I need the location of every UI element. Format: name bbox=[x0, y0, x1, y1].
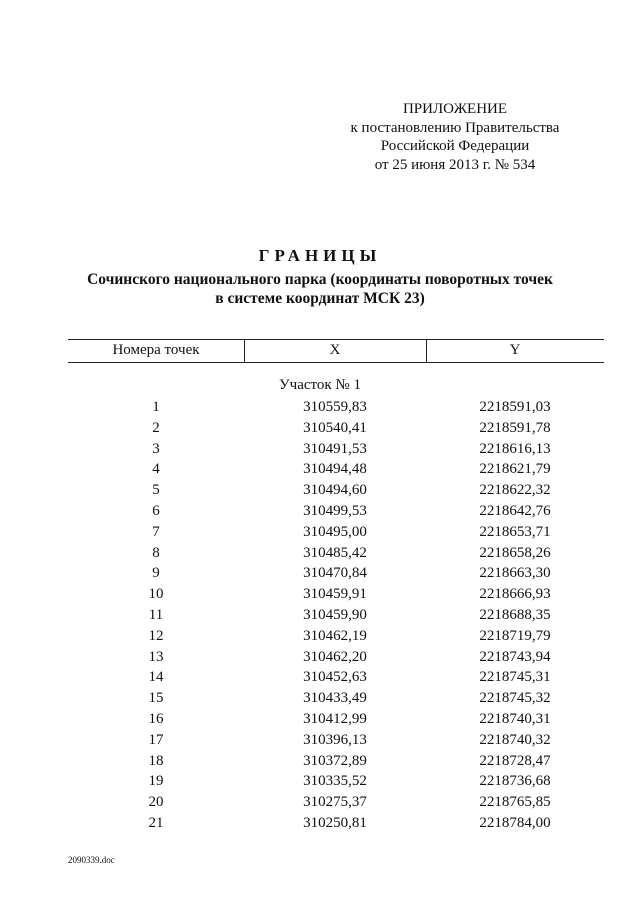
y-coordinate-cell: 2218719,79 bbox=[479, 627, 551, 644]
x-coordinate-cell: 310412,99 bbox=[303, 710, 367, 727]
y-coordinate-cell: 2218642,76 bbox=[479, 502, 551, 519]
y-coordinate-cell: 2218591,03 bbox=[479, 399, 551, 415]
table-row bbox=[68, 461, 604, 482]
table-row bbox=[68, 565, 604, 586]
y-coordinate-cell: 2218745,31 bbox=[479, 669, 551, 686]
x-coordinate-cell: 310495,00 bbox=[303, 523, 367, 540]
document-subtitle bbox=[0, 270, 640, 308]
x-coordinate-cell: 310335,52 bbox=[303, 773, 367, 790]
table-row bbox=[68, 628, 604, 649]
coordinate-rows bbox=[68, 399, 604, 836]
table-top-rule bbox=[68, 339, 604, 340]
point-number-cell: 5 bbox=[152, 482, 160, 499]
table-row bbox=[68, 524, 604, 545]
table-row bbox=[68, 399, 604, 420]
appendix-block bbox=[300, 100, 610, 174]
x-coordinate-cell: 310559,83 bbox=[303, 399, 367, 415]
point-number-cell: 1 bbox=[152, 399, 160, 415]
table-row bbox=[68, 482, 604, 503]
x-coordinate-cell: 310250,81 bbox=[303, 814, 367, 831]
appendix-authority: Российской Федерации bbox=[380, 138, 530, 154]
point-number-cell: 12 bbox=[148, 627, 164, 644]
table-row bbox=[68, 441, 604, 462]
x-coordinate-cell: 310485,42 bbox=[303, 544, 367, 561]
point-number-cell: 18 bbox=[148, 752, 164, 769]
y-coordinate-cell: 2218658,26 bbox=[479, 544, 551, 561]
x-coordinate-cell: 310491,53 bbox=[303, 440, 367, 457]
y-coordinate-cell: 2218688,35 bbox=[479, 606, 551, 623]
x-coordinate-cell: 310459,91 bbox=[303, 586, 367, 603]
header-y: Y bbox=[509, 342, 521, 358]
y-coordinate-cell: 2218784,00 bbox=[479, 814, 551, 831]
table-row bbox=[68, 649, 604, 670]
point-number-cell: 8 bbox=[152, 544, 160, 561]
y-coordinate-cell: 2218621,79 bbox=[479, 461, 551, 478]
x-coordinate-cell: 310462,19 bbox=[303, 627, 367, 644]
point-number-cell: 4 bbox=[152, 461, 160, 478]
subtitle-line-1: Сочинского национального парка (координаты поворотных точек bbox=[87, 271, 553, 288]
x-coordinate-cell: 310540,41 bbox=[303, 419, 367, 436]
point-number-cell: 9 bbox=[152, 565, 160, 582]
y-coordinate-cell: 2218765,85 bbox=[479, 794, 551, 811]
y-coordinate-cell: 2218728,47 bbox=[479, 752, 551, 769]
point-number-cell: 19 bbox=[148, 773, 164, 790]
subtitle-line-2: в системе координат МСК 23) bbox=[215, 290, 425, 307]
point-number-cell: 3 bbox=[152, 440, 160, 457]
point-number-cell: 20 bbox=[148, 794, 164, 811]
section-label: Участок № 1 bbox=[279, 377, 361, 393]
y-coordinate-cell: 2218740,32 bbox=[479, 731, 551, 748]
y-coordinate-cell: 2218740,31 bbox=[479, 710, 551, 727]
x-coordinate-cell: 310372,89 bbox=[303, 752, 367, 769]
point-number-cell: 14 bbox=[148, 669, 164, 686]
x-coordinate-cell: 310462,20 bbox=[303, 648, 367, 665]
y-coordinate-cell: 2218622,32 bbox=[479, 482, 551, 499]
x-coordinate-cell: 310275,37 bbox=[303, 794, 367, 811]
file-reference: 2090339.doc bbox=[68, 855, 115, 865]
x-coordinate-cell: 310470,84 bbox=[303, 565, 367, 582]
x-coordinate-cell: 310459,90 bbox=[303, 606, 367, 623]
document-title: ГРАНИЦЫ bbox=[258, 246, 382, 265]
y-coordinate-cell: 2218616,13 bbox=[479, 440, 551, 457]
table-row bbox=[68, 545, 604, 566]
table-row bbox=[68, 711, 604, 732]
table-row bbox=[68, 794, 604, 815]
point-number-cell: 15 bbox=[148, 690, 164, 707]
x-coordinate-cell: 310452,63 bbox=[303, 669, 367, 686]
point-number-cell: 10 bbox=[148, 586, 164, 603]
table-row bbox=[68, 586, 604, 607]
header-point-number: Номера точек bbox=[112, 342, 200, 358]
y-coordinate-cell: 2218743,94 bbox=[479, 648, 551, 665]
appendix-date-number: от 25 июня 2013 г. № 534 bbox=[374, 156, 536, 173]
appendix-heading: ПРИЛОЖЕНИЕ bbox=[402, 101, 508, 117]
header-x: X bbox=[329, 342, 341, 358]
table-row bbox=[68, 607, 604, 628]
x-coordinate-cell: 310494,60 bbox=[303, 482, 367, 499]
y-coordinate-cell: 2218653,71 bbox=[479, 523, 551, 540]
table-row bbox=[68, 815, 604, 836]
point-number-cell: 13 bbox=[148, 648, 164, 665]
y-coordinate-cell: 2218736,68 bbox=[479, 773, 551, 790]
point-number-cell: 11 bbox=[148, 606, 164, 623]
point-number-cell: 17 bbox=[148, 731, 164, 748]
y-coordinate-cell: 2218663,30 bbox=[479, 565, 551, 582]
y-coordinate-cell: 2218745,32 bbox=[479, 690, 551, 707]
table-row bbox=[68, 690, 604, 711]
point-number-cell: 16 bbox=[148, 710, 164, 727]
table-header-rule bbox=[68, 362, 604, 363]
y-coordinate-cell: 2218591,78 bbox=[479, 419, 551, 436]
x-coordinate-cell: 310396,13 bbox=[303, 731, 367, 748]
point-number-cell: 2 bbox=[152, 419, 160, 436]
table-row bbox=[68, 732, 604, 753]
point-number-cell: 7 bbox=[152, 523, 160, 540]
table-row bbox=[68, 420, 604, 441]
x-coordinate-cell: 310494,48 bbox=[303, 461, 367, 478]
table-row bbox=[68, 773, 604, 794]
table-row bbox=[68, 753, 604, 774]
x-coordinate-cell: 310433,49 bbox=[303, 690, 367, 707]
point-number-cell: 21 bbox=[148, 814, 164, 831]
x-coordinate-cell: 310499,53 bbox=[303, 502, 367, 519]
table-row bbox=[68, 503, 604, 524]
point-number-cell: 6 bbox=[152, 502, 160, 519]
y-coordinate-cell: 2218666,93 bbox=[479, 586, 551, 603]
table-row bbox=[68, 669, 604, 690]
appendix-reference: к постановлению Правительства bbox=[350, 119, 560, 136]
